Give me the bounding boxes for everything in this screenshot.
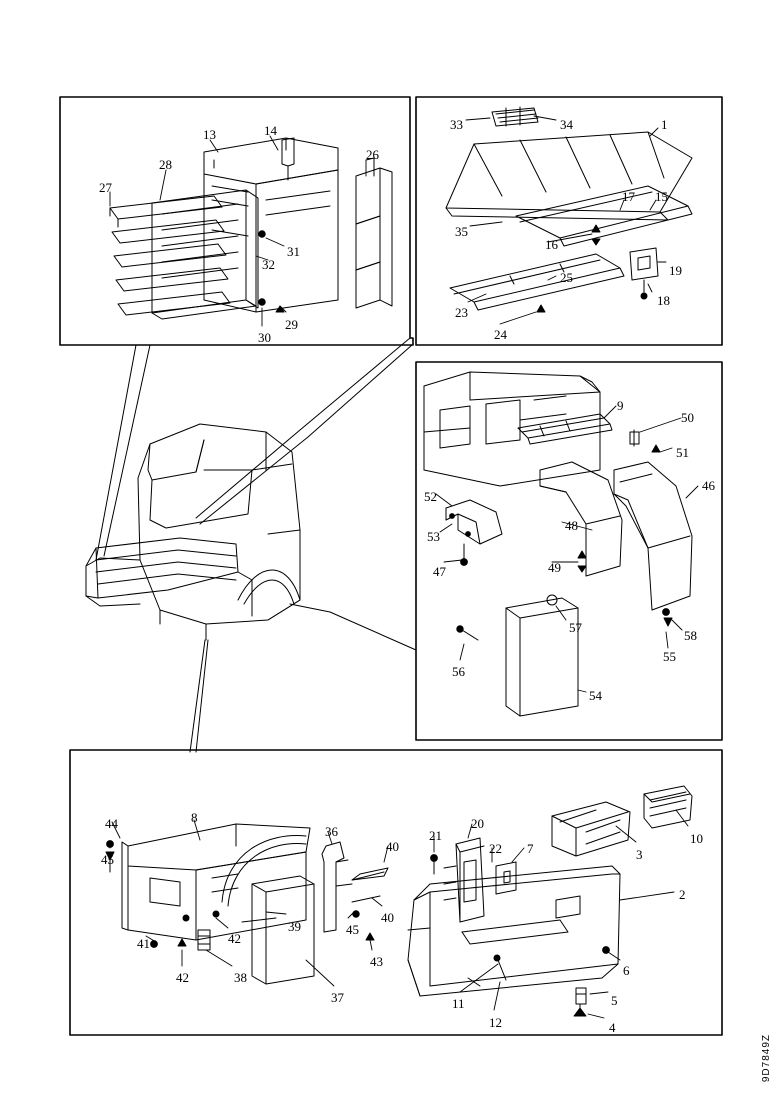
- mud-flap-part-54: [506, 598, 578, 716]
- front-panel-exploded-group: [110, 138, 392, 319]
- callout-13: 13: [203, 127, 216, 142]
- callout-58: 58: [684, 628, 697, 643]
- callout-23: 23: [455, 305, 468, 320]
- callout-51: 51: [676, 445, 689, 460]
- truck-cab-illustration: [86, 424, 300, 640]
- fender-outer-part-46: [614, 462, 692, 610]
- callout-39: 39: [288, 919, 301, 934]
- callout-54: 54: [589, 688, 602, 703]
- callout-1: 1: [661, 117, 668, 132]
- callout-38: 38: [234, 970, 247, 985]
- callout-11: 11: [452, 996, 465, 1011]
- panel-bracket-part-14: [282, 138, 294, 180]
- callout-15: 15: [655, 189, 668, 204]
- callout-19: 19: [669, 263, 682, 278]
- callout-22: 22: [489, 841, 502, 856]
- callout-3: 3: [636, 847, 643, 862]
- callout-56: 56: [452, 664, 465, 679]
- front-bumper-part-2: [408, 866, 620, 996]
- callout-40: 40: [386, 839, 399, 854]
- callout-16: 16: [545, 237, 558, 252]
- drawing-code: 9D7849Z: [761, 1033, 772, 1082]
- callout-24: 24: [494, 327, 507, 342]
- callout-35: 35: [455, 224, 468, 239]
- step-panel-part-8: [122, 824, 310, 940]
- callout-52: 52: [424, 489, 437, 504]
- callout-34: 34: [560, 117, 573, 132]
- callout-29: 29: [285, 317, 298, 332]
- callout-53: 53: [427, 529, 440, 544]
- visor-bracket-part-19: [630, 248, 658, 299]
- callout-26: 26: [366, 147, 379, 162]
- lower-rail-part-25: [450, 254, 624, 310]
- callout-36: 36: [325, 824, 338, 839]
- callout-41: 41: [137, 936, 150, 951]
- callout-20: 20: [471, 816, 484, 831]
- callout-40: 40: [381, 910, 394, 925]
- callout-27: 27: [99, 180, 112, 195]
- callout-49: 49: [548, 560, 561, 575]
- callout-10: 10: [690, 831, 703, 846]
- callout-55: 55: [663, 649, 676, 664]
- callout-37: 37: [331, 990, 344, 1005]
- callout-18: 18: [657, 293, 670, 308]
- fasteners-bottom-left: [106, 841, 276, 950]
- callout-33: 33: [450, 117, 463, 132]
- sun-visor-panel-part-1: [446, 132, 692, 220]
- front-upper-panel-part-13: [204, 138, 338, 312]
- fender-inner-part-48: [540, 462, 622, 576]
- stiffener-part-26: [356, 158, 392, 308]
- callout-48: 48: [565, 518, 578, 533]
- callout-30: 30: [258, 330, 271, 345]
- callout-46: 46: [702, 478, 715, 493]
- callout-25: 25: [560, 270, 573, 285]
- callout-43: 43: [370, 954, 383, 969]
- callout-42: 42: [228, 931, 241, 946]
- callout-8: 8: [191, 810, 198, 825]
- mud-flap-part-37: [252, 876, 314, 984]
- callout-31: 31: [287, 244, 300, 259]
- lamp-housing-part-3: [552, 802, 630, 856]
- callout-9: 9: [617, 398, 624, 413]
- callout-44: 44: [105, 816, 118, 831]
- cab-rear-body: [424, 372, 600, 486]
- callout-21: 21: [429, 828, 442, 843]
- callout-32: 32: [262, 257, 275, 272]
- wheel-arch-part-39: [222, 836, 306, 906]
- callout-57: 57: [569, 620, 582, 635]
- callout-42: 42: [176, 970, 189, 985]
- assembly-leader-lines: [96, 338, 416, 752]
- fasteners-fender-group: [457, 430, 672, 640]
- fasteners-bumper-group: [468, 947, 609, 1016]
- callout-leaders: [110, 116, 698, 1018]
- callout-7: 7: [527, 841, 534, 856]
- callout-50: 50: [681, 410, 694, 425]
- callout-28: 28: [159, 157, 172, 172]
- fender-bracket-part-52: [446, 500, 502, 544]
- callout-45: 45: [101, 852, 114, 867]
- roof-clamp-part-34: [492, 107, 538, 126]
- callout-14: 14: [264, 123, 277, 138]
- callout-17: 17: [622, 189, 635, 204]
- callout-12: 12: [489, 1015, 502, 1030]
- callout-5: 5: [611, 993, 618, 1008]
- callout-47: 47: [433, 564, 446, 579]
- callout-6: 6: [623, 963, 630, 978]
- callout-2: 2: [679, 887, 686, 902]
- panel-frames: [60, 97, 722, 1035]
- callout-45: 45: [346, 922, 359, 937]
- callout-4: 4: [609, 1020, 616, 1035]
